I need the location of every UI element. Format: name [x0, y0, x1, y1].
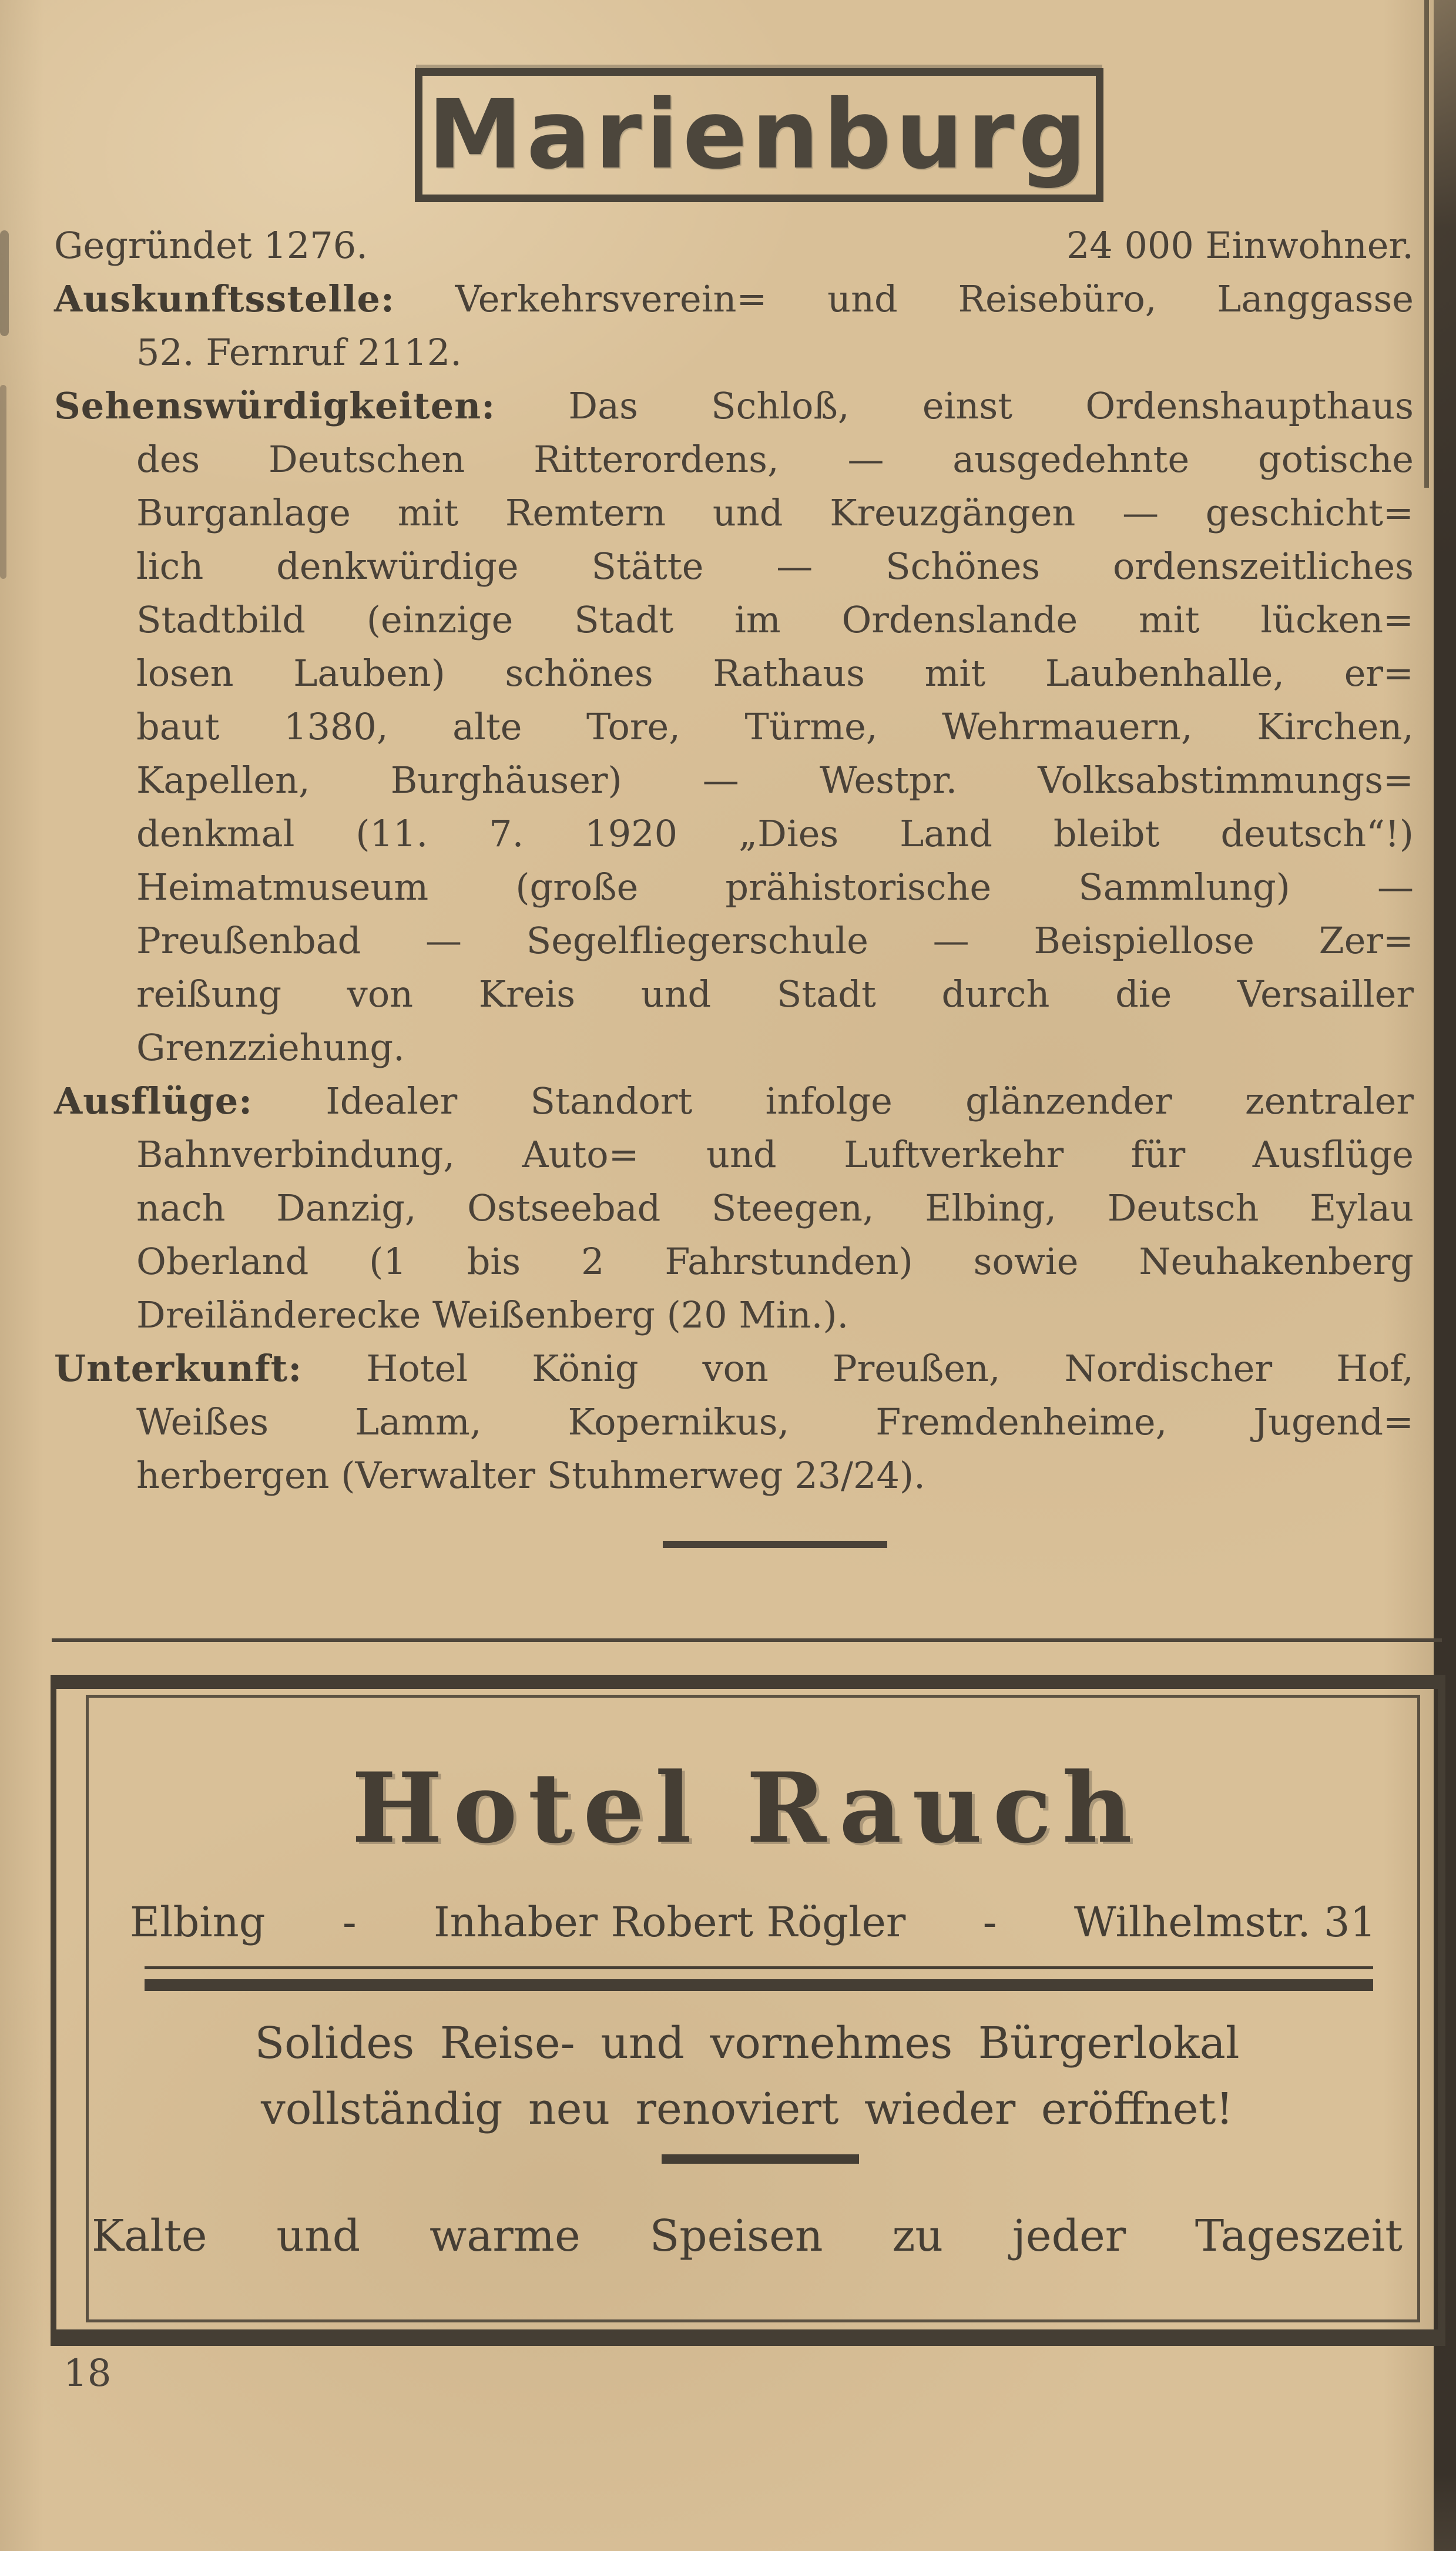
ausfluege-line: Bahnverbindung, Auto= und Luftverkehr für Ausflüge [136, 1133, 1414, 1176]
founded-text: Gegründet 1276. [54, 224, 368, 267]
sehensw-label: Sehenswürdigkeiten: [54, 384, 496, 427]
ausfluege-line: nach Danzig, Ostseebad Steegen, Elbing, Deutsch Eylau [136, 1186, 1414, 1229]
ad-rule-thin [145, 1966, 1373, 1969]
section-end-dash [663, 1541, 887, 1548]
ausfluege-line [54, 1074, 1414, 1128]
page-number: 18 [63, 2352, 112, 2395]
sehensw-line: Stadtbild (einzige Stadt im Ordenslande mit lücken= [136, 598, 1414, 641]
unterkunft-line [54, 1342, 1414, 1395]
hotel-rauch-advertisement [51, 1675, 1445, 2346]
sehensw-line: Heimatmuseum (große prähistorische Sammlung) — [136, 866, 1414, 909]
ad-rule-thick [145, 1979, 1373, 1991]
sehensw-line: Preußenbad — Segelfliegerschule — Beispiellose Zer= [136, 919, 1414, 962]
unterkunft-label: Unterkunft: [54, 1347, 303, 1390]
sehensw-line: Burganlage mit Remtern und Kreuzgängen — geschicht= [136, 491, 1414, 534]
horizontal-rule [52, 1638, 1442, 1642]
sehensw-line: reißung von Kreis und Stadt durch die Versailler [136, 973, 1414, 1015]
advertisement-hotel-name: Hotel Rauch [351, 1751, 1143, 1865]
sehensw-last-line: Grenzziehung. [136, 1026, 405, 1069]
ausfluege-line: Oberland (1 bis 2 Fahrstunden) sowie Neuhakenberg [136, 1240, 1414, 1283]
unterkunft-first: Hotel König von Preußen, Nordischer Hof, [366, 1347, 1414, 1390]
ad-text-line: Solides Reise- und vornehmes Bürgerlokal [254, 2018, 1240, 2069]
population-text: 24 000 Einwohner. [1066, 224, 1414, 267]
ausfluege-last-line: Dreiländerecke Weißenberg (20 Min.). [136, 1293, 849, 1336]
sehensw-line: denkmal (11. 7. 1920 „Dies Land bleibt deutsch“!) [136, 812, 1414, 855]
ad-mini-divider [662, 2154, 859, 2164]
ad-text-line: vollständig neu renoviert wieder eröffnet! [260, 2084, 1234, 2134]
page-edge-line [1424, 0, 1429, 488]
ink-smudge [0, 385, 6, 579]
ausfluege-first: Idealer Standort infolge glänzender zentraler [326, 1080, 1414, 1122]
ausfluege-label: Ausflüge: [54, 1080, 253, 1122]
sehensw-line: Kapellen, Burghäuser) — Westpr. Volksabstimmungs= [136, 759, 1414, 802]
ad-address: Wilhelmstr. 31 [1073, 1898, 1376, 1946]
auskunft-line [54, 272, 1414, 326]
ad-owner: Inhaber Robert Rögler [434, 1898, 906, 1946]
auskunft-rest: Verkehrsverein= und Reisebüro, Langgasse [455, 277, 1414, 320]
unterkunft-last-line: herbergen (Verwalter Stuhmerweg 23/24). [136, 1454, 925, 1497]
ad-text-line: Kalte und warme Speisen zu jeder Tageszeit [92, 2211, 1403, 2261]
auskunft-last-line: 52. Fernruf 2112. [136, 331, 462, 374]
ink-smudge [0, 230, 9, 336]
sehensw-line: lich denkwürdige Stätte — Schönes ordenszeitliches [136, 545, 1414, 588]
ad-separator: - [982, 1898, 997, 1946]
founded-population-line [54, 219, 1414, 272]
city-title-box [415, 68, 1103, 202]
advertisement-subtitle-row [130, 1898, 1376, 1946]
sehensw-line: baut 1380, alte Tore, Türme, Wehrmauern, Kirchen, [136, 705, 1414, 748]
ad-separator: - [342, 1898, 357, 1946]
sehensw-line [54, 379, 1414, 433]
gazetteer-entry [54, 219, 1414, 1502]
ad-city: Elbing [130, 1898, 266, 1946]
unterkunft-line: Weißes Lamm, Kopernikus, Fremdenheime, Jugend= [136, 1400, 1414, 1443]
sehensw-line: des Deutschen Ritterordens, — ausgedehnte gotische [136, 438, 1414, 481]
auskunft-label: Auskunftsstelle: [54, 277, 395, 320]
city-title: Marienburg [427, 80, 1091, 190]
sehensw-first: Das Schloß, einst Ordenshaupthaus [568, 384, 1414, 427]
sehensw-line: losen Lauben) schönes Rathaus mit Laubenhalle, er= [136, 652, 1414, 695]
